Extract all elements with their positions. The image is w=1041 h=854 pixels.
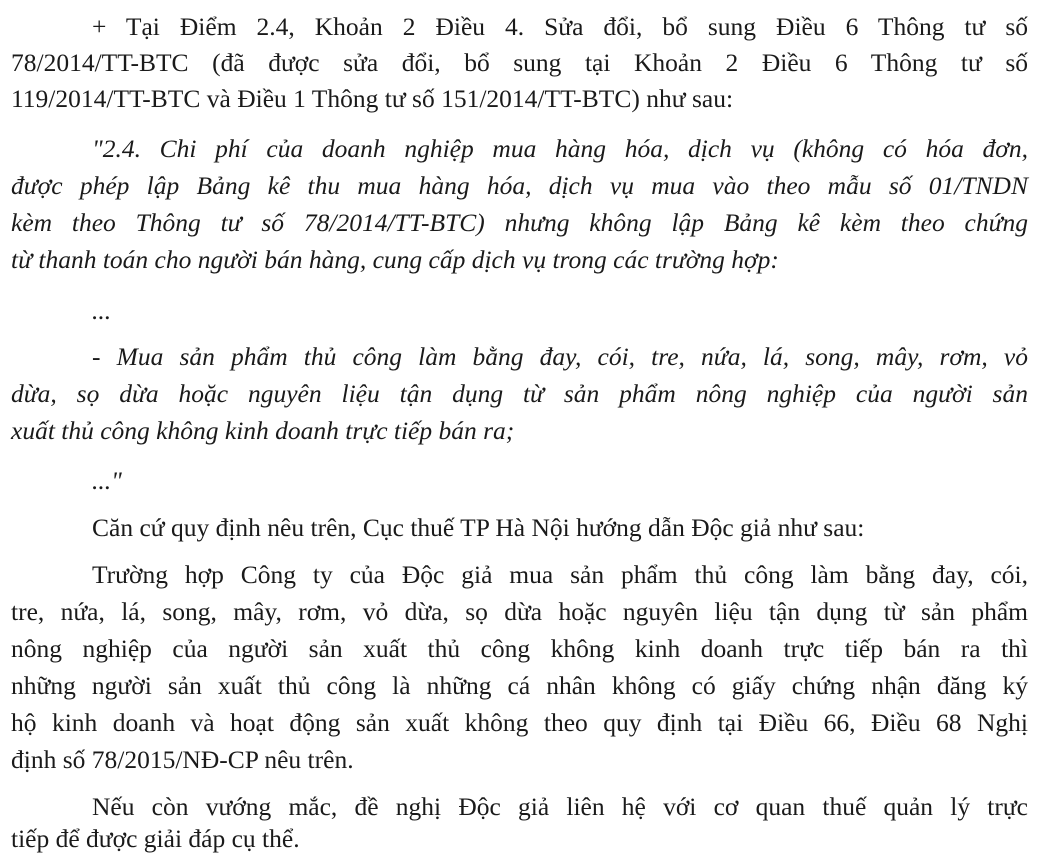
- quote-line-4: từ thanh toán cho người bán hàng, cung cấp dịch vụ trong các trường hợp:: [11, 245, 779, 274]
- case-line-4: những người sản xuất thủ công là những cá nhân không có giấy chứng nhận đăng ký: [11, 671, 1028, 700]
- item-line-2: dừa, sọ dừa hoặc nguyên liệu tận dụng từ sản phẩm nông nghiệp của người sản: [11, 379, 1028, 408]
- case-line-3: nông nghiệp của người sản xuất thủ công không kinh doanh trực tiếp bán ra thì: [11, 634, 1028, 663]
- item-line-1: - Mua sản phẩm thủ công làm bằng đay, cói, tre, nứa, lá, song, mây, rơm, vỏ: [92, 342, 1028, 371]
- quote-line-2: được phép lập Bảng kê thu mua hàng hóa, dịch vụ mua vào theo mẫu số 01/TNDN: [11, 171, 1028, 200]
- case-line-1: Trường hợp Công ty của Độc giả mua sản phẩm thủ công làm bằng đay, cói,: [92, 560, 1028, 589]
- quote-line-3: kèm theo Thông tư số 78/2014/TT-BTC) nhưng không lập Bảng kê kèm theo chứng: [11, 208, 1028, 237]
- closing-line-1: Nếu còn vướng mắc, đề nghị Độc giả liên hệ với cơ quan thuế quản lý trực: [92, 792, 1028, 821]
- ellipsis-2: ...": [92, 466, 122, 495]
- case-line-2: tre, nứa, lá, song, mây, rơm, vỏ dừa, sọ dừa hoặc nguyên liệu tận dụng từ sản phẩm: [11, 597, 1028, 626]
- quote-line-1: "2.4. Chi phí của doanh nghiệp mua hàng hóa, dịch vụ (không có hóa đơn,: [92, 134, 1028, 163]
- case-line-6: định số 78/2015/NĐ-CP nêu trên.: [11, 745, 354, 774]
- para-amendment-line-3: 119/2014/TT-BTC và Điều 1 Thông tư số 151/2014/TT-BTC) như sau:: [11, 84, 734, 113]
- para-amendment-line-1: + Tại Điểm 2.4, Khoản 2 Điều 4. Sửa đổi, bổ sung Điều 6 Thông tư số: [92, 12, 1028, 41]
- para-amendment-line-2: 78/2014/TT-BTC (đã được sửa đổi, bổ sung tại Khoản 2 Điều 6 Thông tư số: [11, 48, 1028, 77]
- basis-paragraph: Căn cứ quy định nêu trên, Cục thuế TP Hà Nội hướng dẫn Độc giả như sau:: [92, 513, 865, 542]
- case-line-5: hộ kinh doanh và hoạt động sản xuất không theo quy định tại Điều 66, Điều 68 Nghị: [11, 708, 1028, 737]
- ellipsis-1: ...: [92, 296, 112, 325]
- item-line-3: xuất thủ công không kinh doanh trực tiếp bán ra;: [11, 416, 515, 445]
- closing-line-2: tiếp để được giải đáp cụ thể.: [11, 824, 300, 853]
